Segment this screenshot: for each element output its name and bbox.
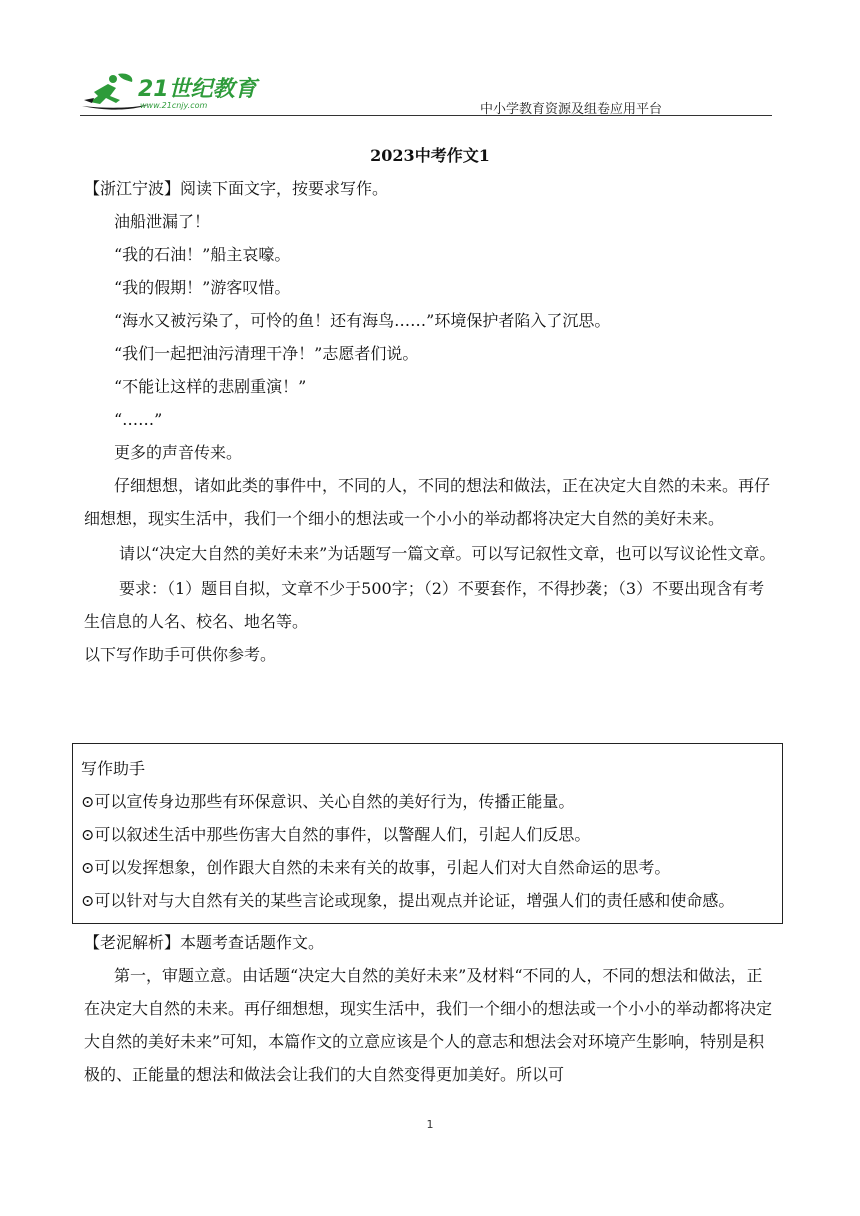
writing-helper-box: [72, 743, 783, 924]
analysis-section: [84, 926, 776, 1091]
requirements-paragraph: 要求：（1）题目自拟，文章不少于500字；（2）不要套作，不得抄袭；（3）不要出现含有考生信息的人名、校名、地名等。: [84, 579, 765, 631]
helper-title: 写作助手: [81, 759, 146, 778]
dialogue-line: “我的假期！”游客叹惜。: [114, 278, 291, 297]
dialogue-line: “我们一起把油污清理干净！”志愿者们说。: [114, 344, 419, 363]
prompt-section: [84, 172, 776, 671]
prompt-line: 【浙江宁波】阅读下面文字，按要求写作。: [84, 179, 389, 198]
helper-item: ⊙可以叙述生活中那些伤害大自然的事件，以警醒人们，引起人们反思。: [81, 825, 591, 844]
site-logo: [80, 70, 320, 114]
dialogue-line: “不能让这样的悲剧重演！”: [114, 377, 307, 396]
dialogue-line: 更多的声音传来。: [114, 443, 243, 462]
analysis-paragraph: 第一，审题立意。由话题“决定大自然的美好未来”及材料“不同的人，不同的想法和做法，正在决定大自然的未来。再仔细想想，现实生活中，我们一个细小的想法或一个小小的举动都将决定大自然的美好未来”可知，本篇作文的立意应该是个人的意志和想法会对环境产生影响，特别是积极的、正能量的想法和做法会让我们的大自然变得更加美好。所以可: [84, 966, 773, 1084]
runner-logo-icon: [80, 70, 320, 114]
logo-brand-text: 21世纪教育: [138, 77, 257, 102]
document-title: 2023中考作文1: [370, 146, 490, 165]
dialogue-line: “……”: [114, 410, 163, 429]
helper-item: ⊙可以针对与大自然有关的某些言论或现象，提出观点并论证，增强人们的责任感和使命感。: [81, 891, 735, 910]
header-rule: [80, 115, 772, 116]
dialogue-line: 油船泄漏了！: [114, 212, 211, 231]
analysis-heading: 【老泥解析】本题考查话题作文。: [84, 933, 325, 952]
helper-item: ⊙可以发挥想象，创作跟大自然的未来有关的故事，引起人们对大自然命运的思考。: [81, 858, 671, 877]
dialogue-line: “我的石油！”船主哀嚎。: [114, 245, 291, 264]
task-paragraph: 请以“决定大自然的美好未来”为话题写一篇文章。可以写记叙性文章，也可以写议论性文章。: [119, 544, 776, 563]
reference-note: 以下写作助手可供你参考。: [84, 645, 277, 664]
page-header: [80, 70, 772, 116]
page-number: 1: [426, 1118, 434, 1131]
header-platform-text: 中小学教育资源及组卷应用平台: [479, 102, 662, 117]
dialogue-line: “海水又被污染了，可怜的鱼！还有海鸟……”环境保护者陷入了沉思。: [114, 311, 611, 330]
helper-item: ⊙可以宣传身边那些有环保意识、关心自然的美好行为，传播正能量。: [81, 792, 575, 811]
logo-url-text: www.21cnjy.com: [140, 101, 208, 110]
reflection-paragraph: 仔细想想，诸如此类的事件中，不同的人，不同的想法和做法，正在决定大自然的未来。再仔细想想，现实生活中，我们一个细小的想法或一个小小的举动都将决定大自然的美好未来。: [84, 476, 771, 528]
